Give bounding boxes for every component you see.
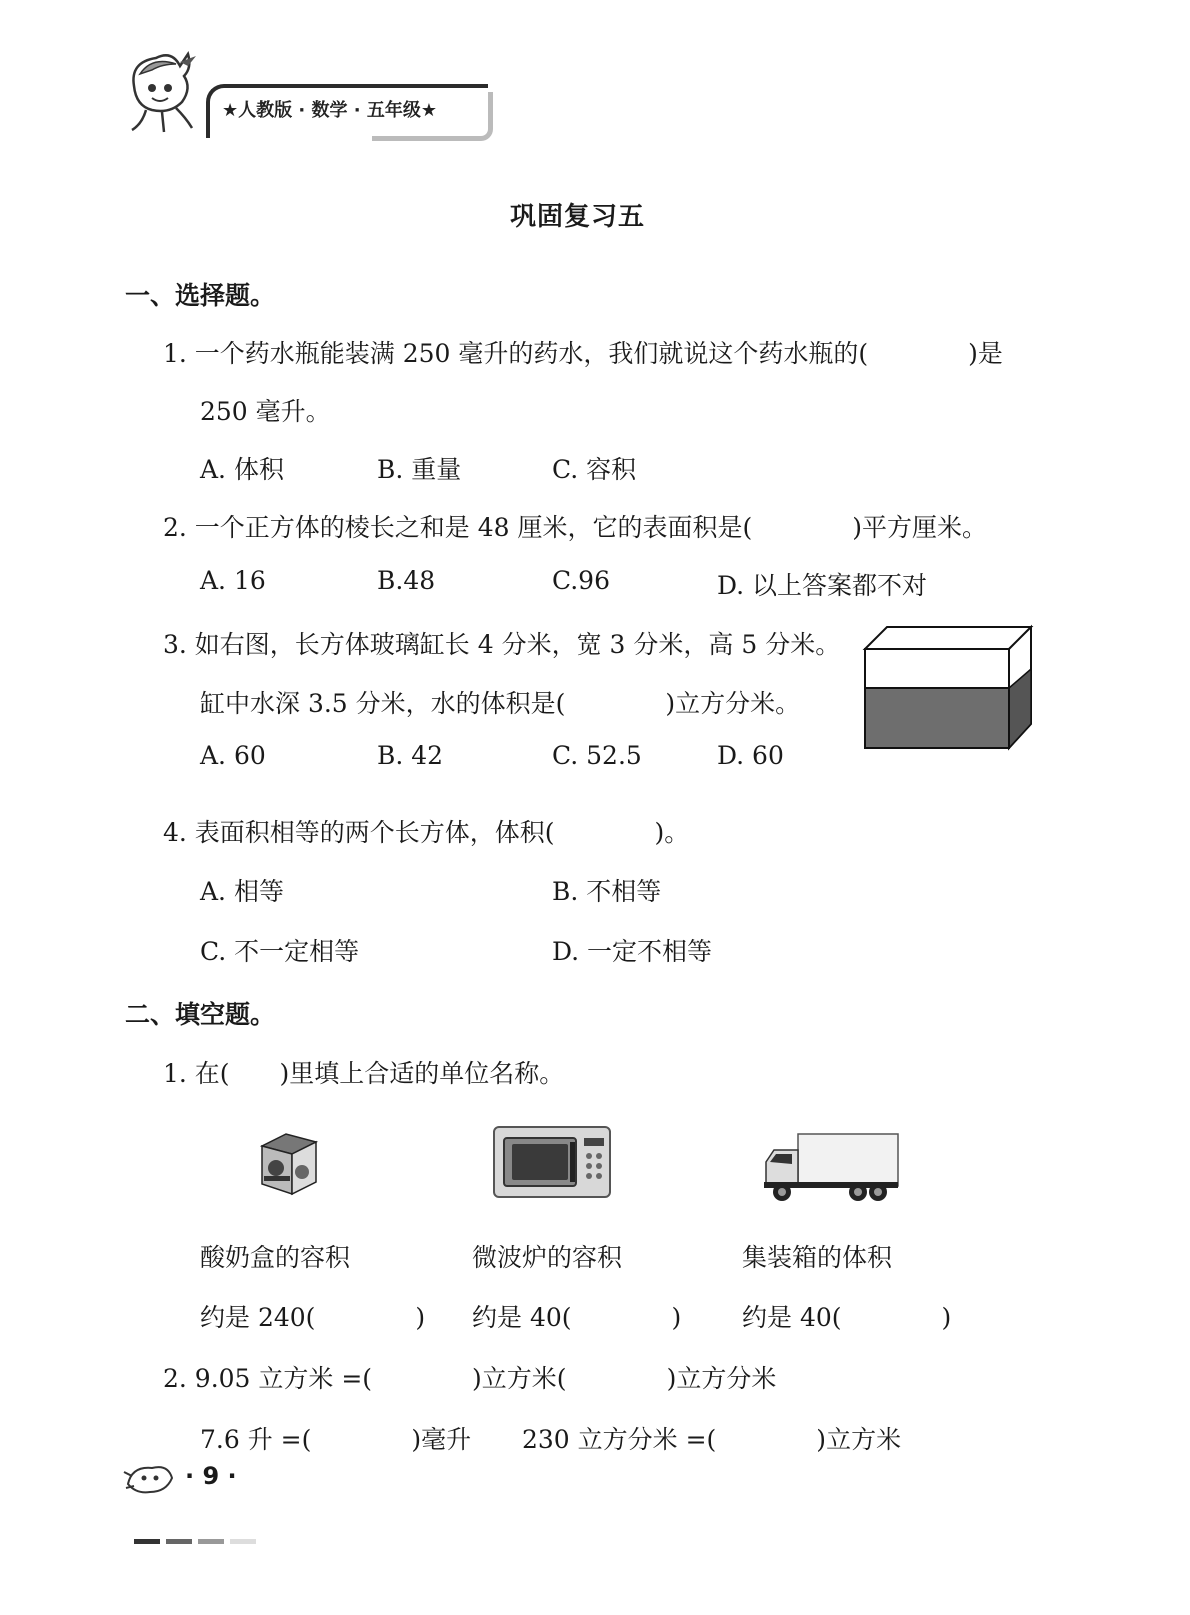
s2-q2-line2a: 7.6 升 =( )毫升 (200, 1425, 472, 1454)
s1-q4-option-c: C. 不一定相等 (200, 937, 360, 966)
s1-q3-option-d: D. 60 (717, 741, 784, 770)
s2-q1-item1-value: 约是 240( ) (200, 1303, 426, 1332)
footer-mascot-icon (122, 1458, 178, 1502)
s1-q2-option-d: D. 以上答案都不对 (717, 571, 928, 600)
s2-q1-item2-value: 约是 40( ) (472, 1303, 682, 1332)
s2-q2-line1: 2. 9.05 立方米 =( )立方米( )立方分米 (163, 1364, 777, 1393)
s1-q4-option-a: A. 相等 (200, 877, 284, 906)
s1-q3-line2: 缸中水深 3.5 分米，水的体积是( )立方分米。 (200, 689, 801, 718)
s1-q3-option-b: B. 42 (377, 741, 444, 770)
s1-q1-option-b: B. 重量 (377, 455, 462, 484)
s1-q2-option-b: B.48 (377, 566, 436, 595)
s1-q1-option-a: A. 体积 (200, 455, 284, 484)
page-title: 巩固复习五 (510, 202, 646, 232)
yogurt-box-image (256, 1130, 322, 1198)
s2-q1-item3-label: 集装箱的体积 (742, 1243, 893, 1272)
s2-q1-item3-value: 约是 40( ) (742, 1303, 952, 1332)
footer-bar-2 (166, 1539, 192, 1544)
s1-q2-line1: 2. 一个正方体的棱长之和是 48 厘米，它的表面积是( )平方厘米。 (163, 513, 988, 542)
s1-q1-line2: 250 毫升。 (200, 397, 331, 426)
section2-heading: 二、填空题。 (125, 1000, 276, 1029)
page-number: · 9 · (185, 1462, 237, 1490)
container-truck-image (762, 1132, 900, 1204)
microwave-image (492, 1124, 612, 1200)
glass-tank-figure (862, 624, 1036, 754)
s1-q2-option-a: A. 16 (200, 566, 266, 595)
s1-q2-option-c: C.96 (552, 566, 610, 595)
footer-bar-4 (230, 1539, 256, 1544)
s1-q4-line1: 4. 表面积相等的两个长方体，体积( )。 (163, 818, 690, 847)
s2-q1-line1: 1. 在( )里填上合适的单位名称。 (163, 1059, 565, 1088)
s2-q1-item2-label: 微波炉的容积 (472, 1243, 623, 1272)
s1-q1-line1: 1. 一个药水瓶能装满 250 毫升的药水，我们就说这个药水瓶的( )是 (163, 339, 1003, 368)
s1-q3-line1: 3. 如右图，长方体玻璃缸长 4 分米，宽 3 分米，高 5 分米。 (163, 630, 841, 659)
s1-q3-option-a: A. 60 (200, 741, 266, 770)
s1-q3-option-c: C. 52.5 (552, 741, 642, 770)
section1-heading: 一、选择题。 (125, 281, 276, 310)
s2-q1-item1-label: 酸奶盒的容积 (200, 1243, 351, 1272)
header-book-label: ★人教版 · 数学 · 五年级★ (222, 100, 438, 121)
footer-bar-3 (198, 1539, 224, 1544)
s2-q2-line2b: 230 立方分米 =( )立方米 (522, 1425, 902, 1454)
footer-bar-1 (134, 1539, 160, 1544)
s1-q4-option-b: B. 不相等 (552, 877, 662, 906)
s1-q1-option-c: C. 容积 (552, 455, 637, 484)
mascot-icon (122, 48, 202, 134)
s1-q4-option-d: D. 一定不相等 (552, 937, 713, 966)
